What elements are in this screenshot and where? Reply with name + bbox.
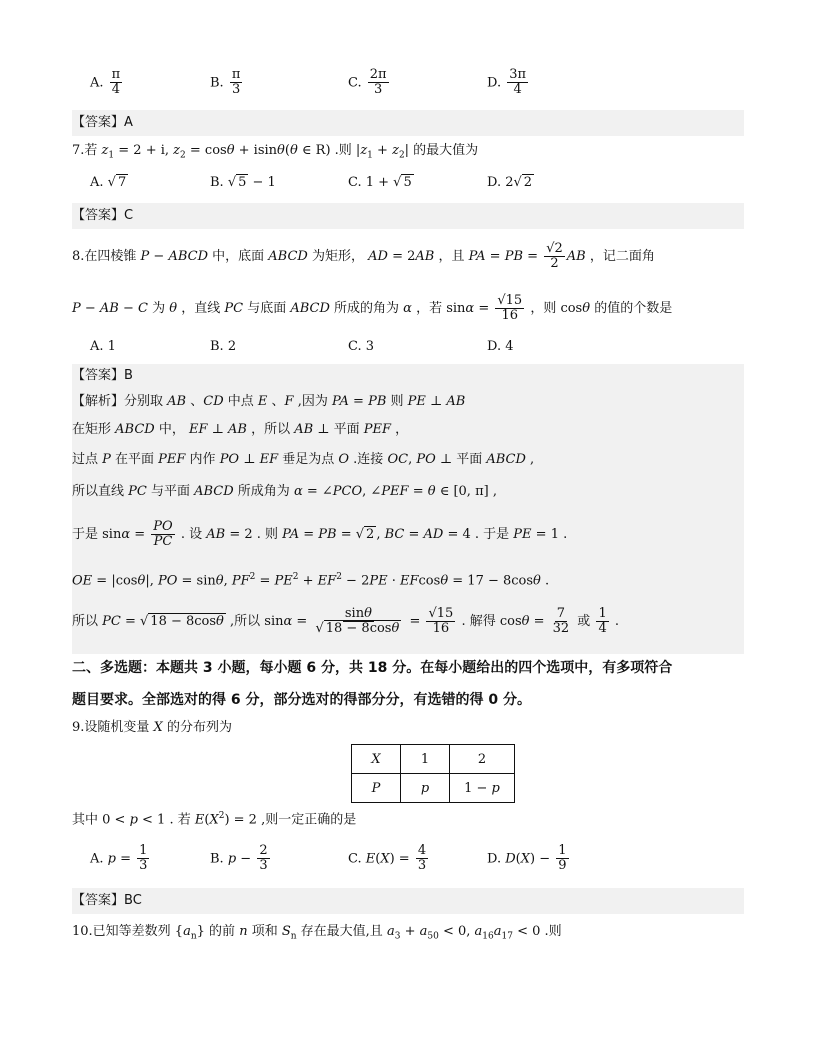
q8-answer: 【答案】B: [72, 368, 133, 383]
q8-analysis-line7: 所以 PC = √ 18 − 8cosθ ,所以 sinα = $\frac{\sin\theta}{√ 18 - 8\cos\theta}$ = $\frac{√15}{16}$ . 解得 cosθ = $\frac{7}{32}$ 或 $\frac{1}{4}$ .: [72, 605, 619, 636]
q8-stem-line1: 8.在四棱锥 P − ABCD 中，底面 ABCD 为矩形， AD = 2AB ，且 PA = PB = $\frac{√2}{2}$ AB ，记二面角: [72, 240, 655, 271]
q8-analysis-line1: 【解析】分别取 AB 、CD 中点 E 、F ,因为 PA = PB 则 PE ⊥ AB: [72, 394, 466, 409]
q9-table-cell: 1: [401, 745, 450, 774]
q6-option-b: B. $\frac{\pi}{3}$: [210, 67, 241, 98]
q8-analysis-line4: 所以直线 PC 与平面 ABCD 所成角为 α = ∠PCO, ∠PEF = θ ∈ [0, π] ,: [72, 484, 497, 499]
q8-analysis-line5: 于是 sinα = $\frac{PO}{PC}$ . 设 AB = 2 . 则 PA = PB = √ 2 , BC = AD = 4 . 于是 PE = 1 .: [72, 518, 568, 549]
q7-option-a: A. √ 7: [90, 175, 127, 190]
q7-answer: 【答案】C: [72, 203, 744, 229]
q8-analysis-line6: OE = |cosθ|, PO = sinθ, $PF^2 = PE^2 + EF^2 - 2PE \cdot EFcos\theta = 17 - 8\cos\theta$ .: [72, 572, 550, 589]
q7-option-b: B. √ 5 − 1: [210, 175, 276, 190]
q9-answer: 【答案】BC: [72, 888, 744, 914]
q6-answer: 【答案】A: [72, 110, 744, 136]
q6-option-c: C. $\frac{2\pi}{3}$: [348, 67, 387, 98]
q8-option-d: D. 4: [487, 339, 514, 354]
q6-option-d: D. $\frac{3\pi}{4}$: [487, 67, 527, 98]
q9-option-c: C. E(X) = $\frac{4}{3}$: [348, 843, 427, 874]
q7-option-d: D. 2√ 2: [487, 175, 533, 190]
q8-analysis-line2: 在矩形 ABCD 中， EF ⊥ AB ，所以 AB ⊥ 平面 PEF ，: [72, 422, 409, 437]
q9-condition: 其中 0 < p < 1 . 若 $E(X^2) = 2$ ,则一定正确的是: [72, 811, 357, 828]
q8-options: [90, 339, 740, 361]
q9-table-cell: P: [352, 774, 401, 803]
section-heading-line2: 题目要求。全部选对的得 6 分，部分选对的得部分分，有选错的得 0 分。: [72, 692, 531, 708]
q9-table-row-x: [352, 745, 515, 774]
section-heading-line1: 二、多选题：本题共 3 小题，每小题 6 分，共 18 分。在每小题给出的四个选项中，有多项符合: [72, 660, 673, 676]
q9-option-a: A. p = $\frac{1}{3}$: [90, 843, 148, 874]
q9-table-cell: p: [401, 774, 450, 803]
q9-option-b: B. p − $\frac{2}{3}$: [210, 843, 268, 874]
q9-options: [90, 844, 740, 884]
q6-options: [90, 66, 740, 106]
q9-table-cell: 1 − p: [450, 774, 515, 803]
q8-analysis-line3: 过点 P 在平面 PEF 内作 PO ⊥ EF 垂足为点 O .连接 OC, PO ⊥ 平面 ABCD ,: [72, 452, 535, 467]
q9-stem: 9.设随机变量 X 的分布列为: [72, 720, 232, 735]
q7-options: [90, 175, 740, 199]
q6-option-a: A. $\frac{\pi}{4}$: [90, 67, 121, 98]
q10-stem: 10.已知等差数列 $\{a_n\}$ 的前 n 项和 $S_n$ 存在最大值,且 $a_3 + a_{50} < 0$, $a_{16}a_{17} < 0$ .则: [72, 924, 562, 942]
q8-option-b: B. 2: [210, 339, 237, 354]
q9-option-d: D. D(X) − $\frac{1}{9}$: [487, 843, 567, 874]
q8-option-c: C. 3: [348, 339, 375, 354]
q9-table-cell: X: [352, 745, 401, 774]
q9-table-cell: 2: [450, 745, 515, 774]
q9-distribution-table: [351, 744, 515, 803]
q9-table-row-p: [352, 774, 515, 803]
q7-stem: 7.若 $z_1 = 2 + i$, $z_2 = \cos\theta + isin\theta(\theta$ ∈ R) .则 $|z_1 + z_2|$ 的最大值为: [72, 143, 479, 161]
q8-option-a: A. 1: [90, 339, 116, 354]
q7-option-c: C. 1 + √ 5: [348, 175, 412, 190]
q8-stem-line2: P − AB − C 为 θ ，直线 PC 与底面 ABCD 所成的角为 α ，若 sinα = $\frac{√15}{16}$ ，则 cosθ 的值的个数是: [72, 292, 673, 323]
